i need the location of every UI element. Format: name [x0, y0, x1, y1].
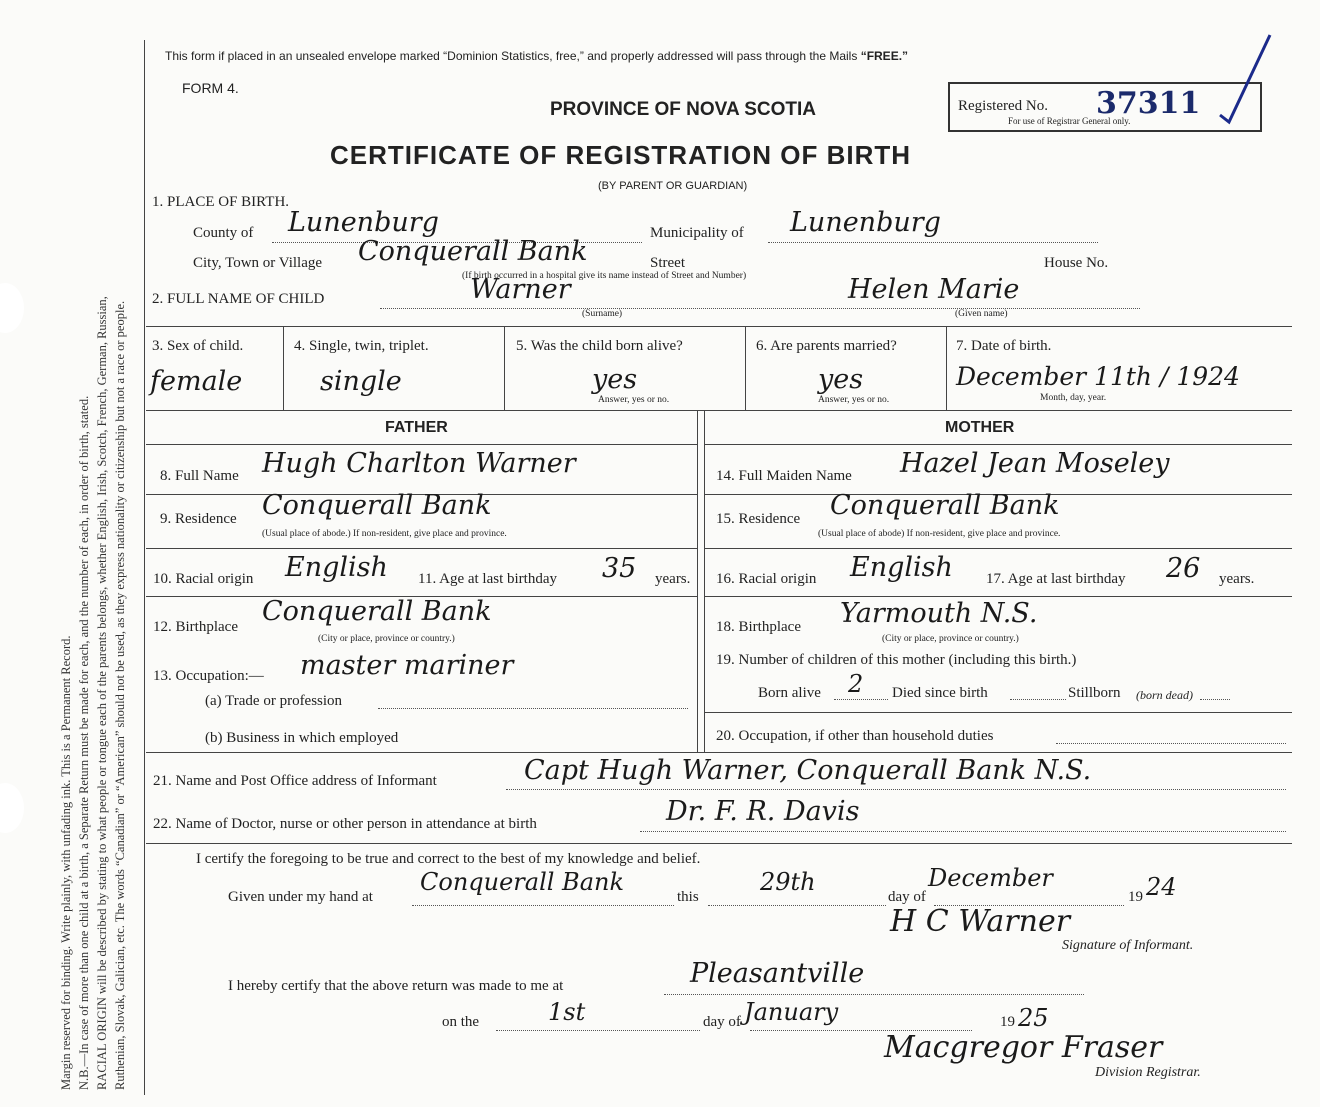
mother-age-value: 26 — [1166, 553, 1201, 584]
mother-race-value: English — [850, 552, 953, 583]
municipality-value: Lunenburg — [790, 207, 941, 238]
father-residence-value: Conquerall Bank — [262, 490, 492, 521]
grid-divider-4 — [946, 326, 947, 410]
mother-age-label: 17. Age at last birthday — [986, 571, 1126, 587]
given-place-value: Conquerall Bank — [420, 868, 624, 896]
father-trade-label: (a) Trade or profession — [205, 693, 343, 709]
rule-f9 — [146, 548, 697, 549]
father-occupation-value: master mariner — [300, 650, 514, 681]
rule-parents-bottom — [146, 752, 1292, 753]
page-subtitle: (BY PARENT OR GUARDIAN) — [598, 180, 748, 192]
left-border — [144, 40, 145, 1095]
margin-line-3: RACIAL ORIGIN will be described by stating to what people or tongue each of the parents belongs, whether English, Irish, Scotch, French, German, Russian, — [95, 296, 109, 1090]
certify-day-value: 29th — [760, 868, 816, 896]
dob-label: 7. Date of birth. — [956, 338, 1052, 354]
surname-caption: (Surname) — [582, 309, 623, 319]
street-label: Street — [650, 255, 685, 271]
registrar-place-line — [664, 994, 1084, 995]
plurality-label: 4. Single, twin, triplet. — [294, 338, 429, 354]
informant-value: Capt Hugh Warner, Conquerall Bank N.S. — [524, 755, 1092, 786]
mother-children-label: 19. Number of children of this mother (including this birth.) — [716, 652, 1077, 668]
doctor-value: Dr. F. R. Davis — [666, 796, 860, 827]
margin-line-4: Ruthenian, Slovak, Galician, etc. The words “Canadian” or “American” should not be used, as they express nationality or citizenship but not a race or people. — [113, 300, 127, 1090]
rule-m19 — [704, 712, 1292, 713]
binding-hole-top — [0, 283, 24, 333]
parents-married-label: 6. Are parents married? — [756, 338, 897, 354]
mother-name-value: Hazel Jean Moseley — [900, 448, 1170, 479]
grid-divider-2 — [504, 326, 505, 410]
registrar-day-value: 1st — [548, 998, 586, 1026]
father-occupation-label: 13. Occupation:— — [153, 668, 264, 684]
house-number-label: House No. — [1044, 255, 1109, 271]
grid-divider-3 — [745, 326, 746, 410]
father-years: years. — [655, 571, 691, 587]
father-race-value: English — [285, 552, 388, 583]
given-under-label: Given under my hand at — [228, 889, 373, 905]
father-name-value: Hugh Charlton Warner — [262, 448, 576, 479]
father-residence-label: 9. Residence — [160, 511, 237, 527]
born-alive-value: yes — [592, 364, 638, 395]
form-number: FORM 4. — [182, 80, 239, 96]
child-given-value: Helen Marie — [848, 274, 1020, 305]
father-birthplace-label: 12. Birthplace — [153, 619, 238, 635]
died-line — [1010, 699, 1066, 700]
certify-statement: I certify the foregoing to be true and correct to the best of my knowledge and belief. — [196, 851, 701, 867]
doctor-label: 22. Name of Doctor, nurse or other person in attendance at birth — [153, 816, 537, 832]
born-alive-label: 5. Was the child born alive? — [516, 338, 683, 354]
informant-label: 21. Name and Post Office address of Informant — [153, 773, 437, 789]
certify-year-prefix: 19 — [1128, 889, 1143, 905]
informant-signature-label: Signature of Informant. — [1062, 938, 1194, 953]
rule-top-grid — [146, 326, 1292, 327]
registrar-place-value: Pleasantville — [690, 958, 865, 989]
father-residence-note: (Usual place of abode.) If non-resident, give place and province. — [262, 529, 507, 539]
registrar-day-line — [496, 1030, 700, 1031]
place-of-birth-label: 1. PLACE OF BIRTH. — [152, 194, 290, 210]
mother-birthplace-label: 18. Birthplace — [716, 619, 801, 635]
child-name-label: 2. FULL NAME OF CHILD — [152, 291, 325, 307]
plurality-value: single — [320, 366, 402, 397]
given-name-caption: (Given name) — [955, 309, 1008, 319]
father-age-label: 11. Age at last birthday — [418, 571, 557, 587]
registrar-on-the: on the — [442, 1014, 480, 1030]
father-heading: FATHER — [385, 419, 448, 436]
mother-residence-value: Conquerall Bank — [830, 490, 1060, 521]
born-alive-note: Answer, yes or no. — [598, 395, 670, 405]
parents-divider — [697, 410, 698, 752]
sex-label: 3. Sex of child. — [152, 338, 244, 354]
municipality-line — [768, 242, 1098, 243]
registrar-day-of: day of — [703, 1014, 741, 1030]
registered-label: Registered No. — [958, 98, 1048, 114]
certify-month-value: December — [928, 864, 1053, 892]
rule-m15 — [704, 548, 1292, 549]
father-birthplace-value: Conquerall Bank — [262, 596, 492, 627]
certify-year-value: 24 — [1146, 873, 1177, 901]
child-name-line — [380, 308, 1140, 309]
informant-signature: H C Warner — [890, 904, 1071, 939]
mother-name-label: 14. Full Maiden Name — [716, 468, 852, 484]
registrar-signature: Macgregor Fraser — [884, 1030, 1163, 1065]
born-alive-line — [834, 699, 888, 700]
margin-line-2: N.B.—In case of more than one child at a birth, a Separate Return must be made for each, and the number of each, in order of birth, stated. — [77, 395, 91, 1090]
mother-occupation-label: 20. Occupation, if other than household duties — [716, 728, 994, 744]
stillborn-line — [1200, 699, 1230, 700]
registered-note: For use of Registrar General only. — [1008, 116, 1131, 126]
rule-certify-top — [146, 843, 1292, 844]
county-label: County of — [193, 225, 254, 241]
check-mark-icon — [1215, 30, 1275, 130]
father-name-label: 8. Full Name — [160, 468, 239, 484]
stillborn-label: Stillborn — [1068, 685, 1121, 701]
died-since-birth-label: Died since birth — [892, 685, 988, 701]
street-note: (If birth occurred in a hospital give its name instead of Street and Number) — [462, 271, 747, 281]
binding-hole-bottom — [0, 783, 24, 833]
certify-this: this — [677, 889, 699, 905]
registrar-statement: I hereby certify that the above return was made to me at — [228, 978, 564, 994]
certify-day-of: day of — [888, 889, 926, 905]
registrar-year-value: 25 — [1018, 1004, 1049, 1032]
province-heading: PROVINCE OF NOVA SCOTIA — [550, 99, 817, 120]
father-business-label: (b) Business in which employed — [205, 730, 399, 746]
father-trade-line — [378, 708, 688, 709]
grid-divider-1 — [283, 326, 284, 410]
rule-parents-top — [146, 410, 1292, 411]
mother-race-label: 16. Racial origin — [716, 571, 817, 587]
rule-m16 — [704, 596, 1292, 597]
certify-day-line — [708, 905, 886, 906]
registrar-signature-label: Division Registrar. — [1095, 1065, 1201, 1080]
registered-number: 37311 — [1096, 86, 1201, 121]
stillborn-note: (born dead) — [1136, 688, 1193, 702]
mother-birthplace-value: Yarmouth N.S. — [840, 598, 1038, 629]
parents-divider-2 — [704, 410, 705, 752]
mother-residence-note: (Usual place of abode) If non-resident, give place and province. — [818, 529, 1061, 539]
dob-value: December 11th / 1924 — [956, 362, 1240, 391]
registrar-month-value: January — [744, 998, 839, 1026]
rule-under-father — [146, 444, 697, 445]
mail-notice: This form if placed in an unsealed envelope marked “Dominion Statistics, free,” and properly addressed will pass through the Mails “FREE.” — [165, 49, 909, 63]
doctor-line — [640, 831, 1286, 832]
dob-note: Month, day, year. — [1040, 393, 1107, 403]
rule-under-mother — [704, 444, 1292, 445]
mother-birthplace-note: (City or place, province or country.) — [882, 634, 1019, 644]
parents-married-note: Answer, yes or no. — [818, 395, 890, 405]
county-value: Lunenburg — [288, 207, 439, 238]
page-title: CERTIFICATE OF REGISTRATION OF BIRTH — [330, 140, 912, 170]
municipality-label: Municipality of — [650, 225, 744, 241]
mother-years: years. — [1219, 571, 1255, 587]
born-alive-count-value: 2 — [848, 670, 864, 698]
registrar-year-prefix: 19 — [1000, 1014, 1015, 1030]
mother-occupation-line — [1056, 743, 1286, 744]
father-age-value: 35 — [602, 553, 637, 584]
margin-line-1: Margin reserved for binding. Write plainly, with unfading ink. This is a Permanent Record. — [59, 635, 73, 1090]
sex-value: female — [150, 366, 243, 397]
father-race-label: 10. Racial origin — [153, 571, 254, 587]
born-alive-count-label: Born alive — [758, 685, 821, 701]
child-surname-value: Warner — [470, 274, 571, 305]
mother-residence-label: 15. Residence — [716, 511, 801, 527]
city-value: Conquerall Bank — [358, 236, 588, 267]
parents-married-value: yes — [818, 364, 864, 395]
informant-line — [506, 789, 1286, 790]
city-label: City, Town or Village — [193, 255, 323, 271]
father-birthplace-note: (City or place, province or country.) — [318, 634, 455, 644]
mother-heading: MOTHER — [945, 419, 1015, 436]
given-place-line — [412, 905, 674, 906]
